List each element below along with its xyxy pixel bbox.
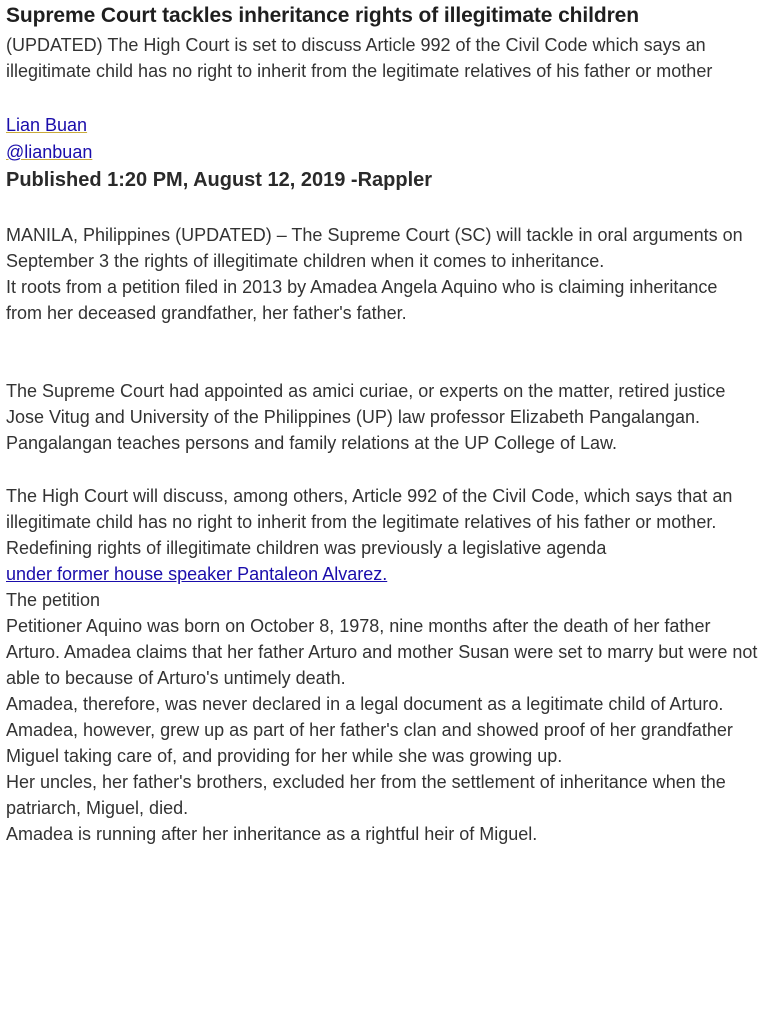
byline <box>6 112 758 166</box>
paragraph-9: Her uncles, her father's brothers, excluded her from the settlement of inheritance when the patriarch, Miguel, died. <box>6 772 726 818</box>
paragraph-3: The Supreme Court had appointed as amici curiae, or experts on the matter, retired justice Jose Vitug and University of the Philippines (UP) law professor Elizabeth Pangalangan. Pangalangan teaches persons and family relations at the UP College of Law. <box>6 381 726 453</box>
paragraph-1: MANILA, Philippines (UPDATED) – The Supreme Court (SC) will tackle in oral arguments on September 3 the rights of illegitimate children when it comes to inheritance. <box>6 225 743 271</box>
headline: Supreme Court tackles inheritance rights of illegitimate children <box>6 4 639 27</box>
paragraph-10: Amadea is running after her inheritance as a rightful heir of Miguel. <box>6 824 538 844</box>
paragraph-5-text: Redefining rights of illegitimate children was previously a legislative agenda <box>6 538 607 558</box>
paragraph-5 <box>6 535 758 587</box>
article-dek: (UPDATED) The High Court is set to discuss Article 992 of the Civil Code which says an illegitimate child has no right to inherit from the legitimate relatives of his father or mother <box>6 35 713 81</box>
author-link[interactable]: Lian Buan <box>6 115 88 135</box>
paragraph-8: Amadea, however, grew up as part of her father's clan and showed proof of her grandfather Miguel taking care of, and providing for her while she was growing up. <box>6 720 733 766</box>
paragraph-2: It roots from a petition filed in 2013 by Amadea Angela Aquino who is claiming inheritance from her deceased grandfather, her father's father. <box>6 277 718 323</box>
published-date: Published 1:20 PM, August 12, 2019 -Rappler <box>6 169 433 191</box>
alvarez-link[interactable]: under former house speaker Pantaleon Alvarez. <box>6 564 388 584</box>
author-handle-link[interactable]: @lianbuan <box>6 142 93 162</box>
section-subhead: The petition <box>6 590 101 610</box>
paragraph-4: The High Court will discuss, among others, Article 992 of the Civil Code, which says that an illegitimate child has no right to inherit from the legitimate relatives of his father or mother. <box>6 486 733 532</box>
paragraph-7: Amadea, therefore, was never declared in a legal document as a legitimate child of Arturo. <box>6 694 724 714</box>
paragraph-6: Petitioner Aquino was born on October 8, 1978, nine months after the death of her father Arturo. Amadea claims that her father Arturo and mother Susan were set to marry but were not able to because of Arturo's untimely death. <box>6 616 758 688</box>
